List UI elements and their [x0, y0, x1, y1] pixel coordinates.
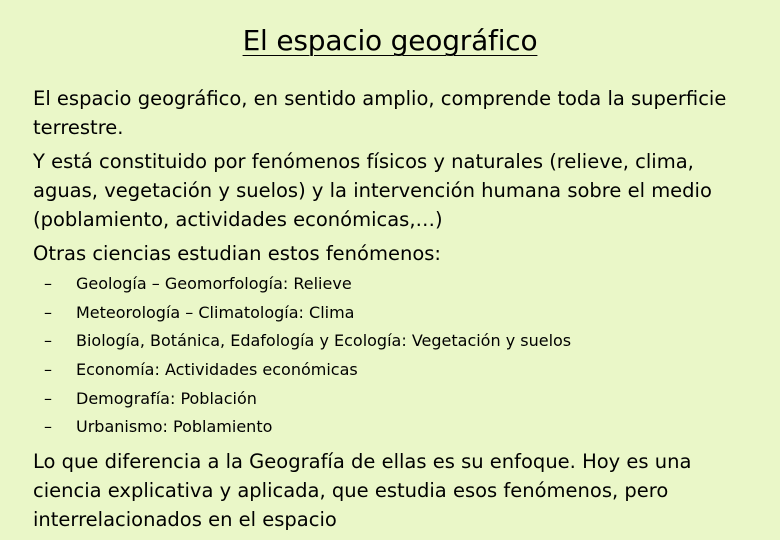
dash-marker: – [44, 417, 52, 437]
page-title: El espacio geográfico [242, 24, 538, 57]
paragraph-other-sciences: Otras ciencias estudian estos fenómenos: [33, 242, 441, 265]
list-item [44, 385, 571, 414]
dash-marker: – [44, 331, 52, 351]
dash-marker: – [44, 360, 52, 380]
list-item [44, 270, 571, 299]
dash-marker: – [44, 302, 52, 322]
list-item-text: Demografía: Población [76, 388, 257, 408]
list-item-text: Economía: Actividades económicas [76, 360, 358, 380]
paragraph-definition: El espacio geográfico, en sentido amplio, comprende toda la superficie terrestre. [33, 87, 727, 139]
list-item-text: Meteorología – Climatología: Clima [76, 302, 355, 322]
paragraph-composition: Y está constituido por fenómenos físicos y naturales (relieve, clima, aguas, vegetación y suelos) y la intervención humana sobre el medio (poblamiento, actividades económicas,…) [33, 150, 712, 231]
dash-marker: – [44, 388, 52, 408]
list-item [44, 327, 571, 356]
list-item-text: Geología – Geomorfología: Relieve [76, 274, 352, 293]
dash-marker: – [44, 274, 52, 293]
list-item-text: Biología, Botánica, Edafología y Ecología: Vegetación y suelos [76, 331, 572, 351]
list-item [44, 413, 571, 442]
list-item-text: Urbanismo: Poblamiento [76, 417, 273, 437]
sciences-list [44, 270, 571, 442]
list-item [44, 356, 571, 385]
list-item [44, 299, 571, 328]
paragraph-conclusion: Lo que diferencia a la Geografía de ellas es su enfoque. Hoy es una ciencia explicativa y aplicada, que estudia esos fenómenos, pero interrelacionados en el espacio [33, 450, 692, 531]
